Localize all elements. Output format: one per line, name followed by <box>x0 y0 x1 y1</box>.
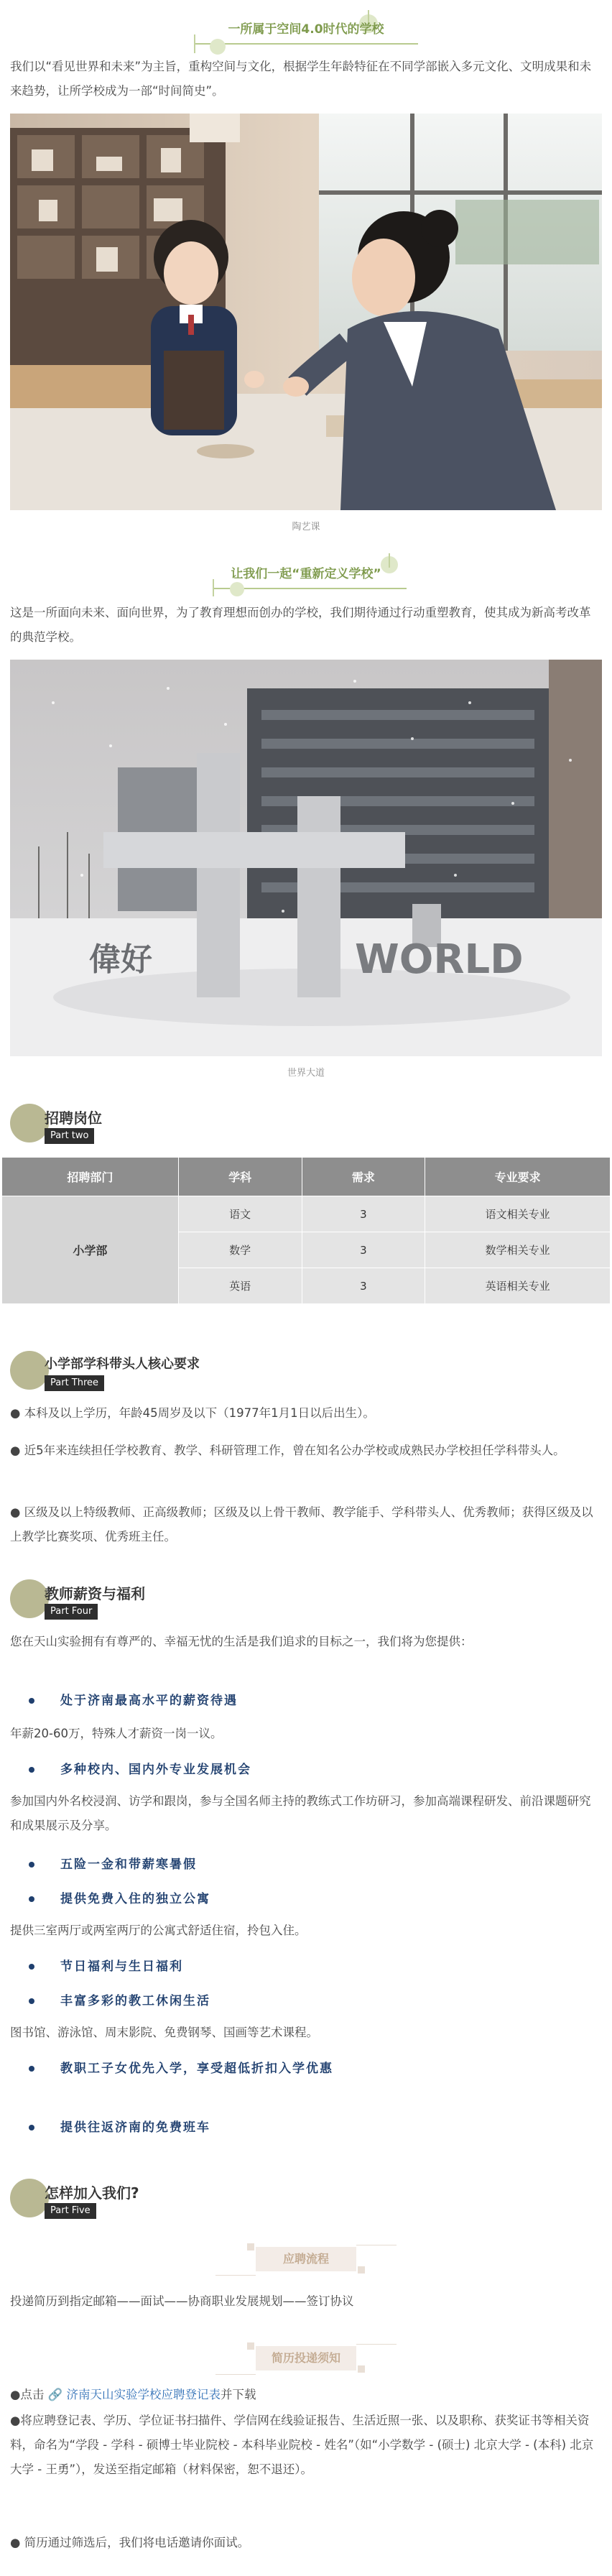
part-three-header <box>10 1348 602 1393</box>
requirement-item-1: ● 本科及以上学历，年龄45周岁及以下（1977年1月1日以后出生）。 <box>10 1406 375 1420</box>
bullet-dot <box>29 2125 34 2130</box>
photo-caption-1: 陶艺课 <box>292 522 320 532</box>
benefit-heading-8 <box>29 2117 210 2135</box>
table-header-dept: 招聘部门 <box>2 1158 179 1196</box>
registration-form-link[interactable]: 济南天山实验学校应聘登记表 <box>66 2388 221 2401</box>
intro-paragraph-2: 这是一所面向未来、面向世界，为了教育理想而创办的学校，我们期待通过行动重塑教育，使其成为新高考改革的典范学校。 <box>10 606 591 644</box>
flow-title-text: 应聘流程 <box>256 2247 356 2271</box>
part-circle <box>10 1104 49 1142</box>
bullet-dot <box>29 1896 34 1902</box>
table-header-major: 专业要求 <box>425 1158 611 1196</box>
bullet-dot <box>29 1998 34 2004</box>
table-header-row <box>2 1158 611 1196</box>
major-cell: 英语相关专业 <box>425 1268 611 1304</box>
table-header-subject: 学科 <box>178 1158 302 1196</box>
section-title-text: 让我们一起“重新定义学校” <box>231 567 381 581</box>
part-three-tag: Part Three <box>45 1375 104 1391</box>
benefit-heading-text: 教职工子女优先入学，享受超低折扣入学优惠 <box>60 2062 333 2076</box>
notice-suffix: 并下载 <box>220 2388 256 2401</box>
benefits-intro: 您在天山实验拥有有尊严的、幸福无忧的生活是我们追求的目标之一，我们将为您提供： <box>10 1635 473 1648</box>
benefit-heading-text: 提供免费入住的独立公寓 <box>60 1892 210 1906</box>
bullet-dot <box>29 1767 34 1773</box>
benefit-text-6: 图书馆、游泳馆、周末影院、免费钢琴、国画等艺术课程。 <box>10 2026 318 2039</box>
sculpture-text: WORLD <box>355 936 524 983</box>
benefit-heading-text: 五险一金和带薪寒暑假 <box>60 1857 197 1872</box>
major-cell: 语文相关专业 <box>425 1196 611 1232</box>
benefit-heading-6 <box>29 1990 210 2008</box>
benefit-heading-text: 提供往返济南的免费班车 <box>60 2120 210 2135</box>
benefit-text-1: 年薪20-60万，特殊人才薪资一岗一议。 <box>10 1727 223 1740</box>
photo-caption-2: 世界大道 <box>287 1068 325 1079</box>
subject-cell: 数学 <box>178 1232 302 1268</box>
notice-item-1: ●将应聘登记表、学历、学位证书扫描件、学信网在线验证报告、生活近照一张、以及职称、获奖证书等相关资料，命名为“学段 - 学科 - 硕博士毕业院校 - 本科毕业院校 - 姓名”（如“小学数学 - (硕士) 北京大学 - (本科) 北京大学 - 王勇”），发送至指定邮箱（材料保密，恕不退还）。 <box>10 2414 594 2476</box>
intro-paragraph-1: 我们以“看见世界和未来”为主旨，重构空间与文化，根据学生年龄特征在不同学部嵌入多元文化、文明成果和未来趋势，让所学校成为一部“时间简史”。 <box>10 60 592 98</box>
part-five-title: 怎样加入我们? <box>45 2184 139 2202</box>
sculpture-text-left: 偉好 <box>89 941 152 978</box>
benefit-heading-4 <box>29 1888 210 1906</box>
notice-download-line <box>10 2383 602 2407</box>
pottery-class-photo <box>10 114 602 510</box>
part-two-tag: Part two <box>45 1128 94 1144</box>
notice-prefix: ●点击 <box>10 2388 45 2401</box>
part-five-tag: Part Five <box>45 2203 96 2219</box>
part-circle <box>10 1351 49 1390</box>
part-five-header <box>10 2176 602 2220</box>
table-row <box>2 1196 611 1232</box>
benefit-text-4: 提供三室两厅或两室两厅的公寓式舒适住宿，拎包入住。 <box>10 1924 307 1937</box>
part-circle <box>10 1579 49 1618</box>
bullet-dot <box>29 1862 34 1868</box>
benefit-heading-text: 丰富多彩的教工休闲生活 <box>60 1994 210 2008</box>
part-four-title: 教师薪资与福利 <box>45 1585 145 1602</box>
benefit-heading-7 <box>29 2058 333 2076</box>
demand-cell: 3 <box>302 1196 425 1232</box>
part-four-tag: Part Four <box>45 1604 98 1620</box>
subject-cell: 语文 <box>178 1196 302 1232</box>
part-three-title: 小学部学科带头人核心要求 <box>45 1357 200 1372</box>
recruitment-table <box>1 1157 611 1304</box>
requirement-item-2: ● 近5年来连续担任学校教育、教学、科研管理工作，曾在知名公办学校或成熟民办学校担任学科带头人。 <box>10 1444 565 1457</box>
section-title-1 <box>0 10 612 60</box>
notice-title <box>0 2337 612 2380</box>
benefit-heading-text: 节日福利与生日福利 <box>60 1959 183 1974</box>
notice-title-text: 简历投递须知 <box>256 2346 356 2370</box>
link-icon: 🔗 <box>47 2388 63 2401</box>
demand-cell: 3 <box>302 1232 425 1268</box>
table-header-demand: 需求 <box>302 1158 425 1196</box>
section-title-2 <box>0 553 612 604</box>
section-title-text: 一所属于空间4.0时代的学校 <box>228 22 384 37</box>
part-two-header <box>10 1101 602 1145</box>
benefit-heading-text: 多种校内、国内外专业发展机会 <box>60 1763 251 1777</box>
notice-item-2: ● 简历通过筛选后，我们将电话邀请你面试。 <box>10 2536 250 2549</box>
requirement-item-3: ● 区级及以上特级教师、正高级教师；区级及以上骨干教师、教学能手、学科带头人、优秀教师；获得区级及以上教学比赛奖项、优秀班主任。 <box>10 1505 593 1543</box>
part-four-header <box>10 1576 602 1621</box>
benefit-heading-text: 处于济南最高水平的薪资待遇 <box>60 1694 238 1708</box>
benefit-heading-3 <box>29 1854 197 1872</box>
benefit-heading-1 <box>29 1690 238 1708</box>
flow-title <box>0 2238 612 2281</box>
part-two-title: 招聘岗位 <box>45 1109 102 1127</box>
bullet-dot <box>29 1698 34 1704</box>
benefit-heading-2 <box>29 1759 251 1777</box>
flow-text: 投递简历到指定邮箱——面试——协商职业发展规划——签订协议 <box>10 2294 354 2308</box>
bullet-dot <box>29 1964 34 1970</box>
dept-cell: 小学部 <box>2 1196 179 1304</box>
bullet-dot <box>29 2066 34 2072</box>
benefit-text-2: 参加国内外名校浸润、访学和跟岗，参与全国名师主持的教练式工作坊研习，参加高端课程研发、前沿课题研究和成果展示及分享。 <box>10 1794 591 1832</box>
major-cell: 数学相关专业 <box>425 1232 611 1268</box>
part-circle <box>10 2179 49 2217</box>
subject-cell: 英语 <box>178 1268 302 1304</box>
demand-cell: 3 <box>302 1268 425 1304</box>
benefit-heading-5 <box>29 1956 183 1974</box>
world-avenue-photo <box>10 660 602 1056</box>
